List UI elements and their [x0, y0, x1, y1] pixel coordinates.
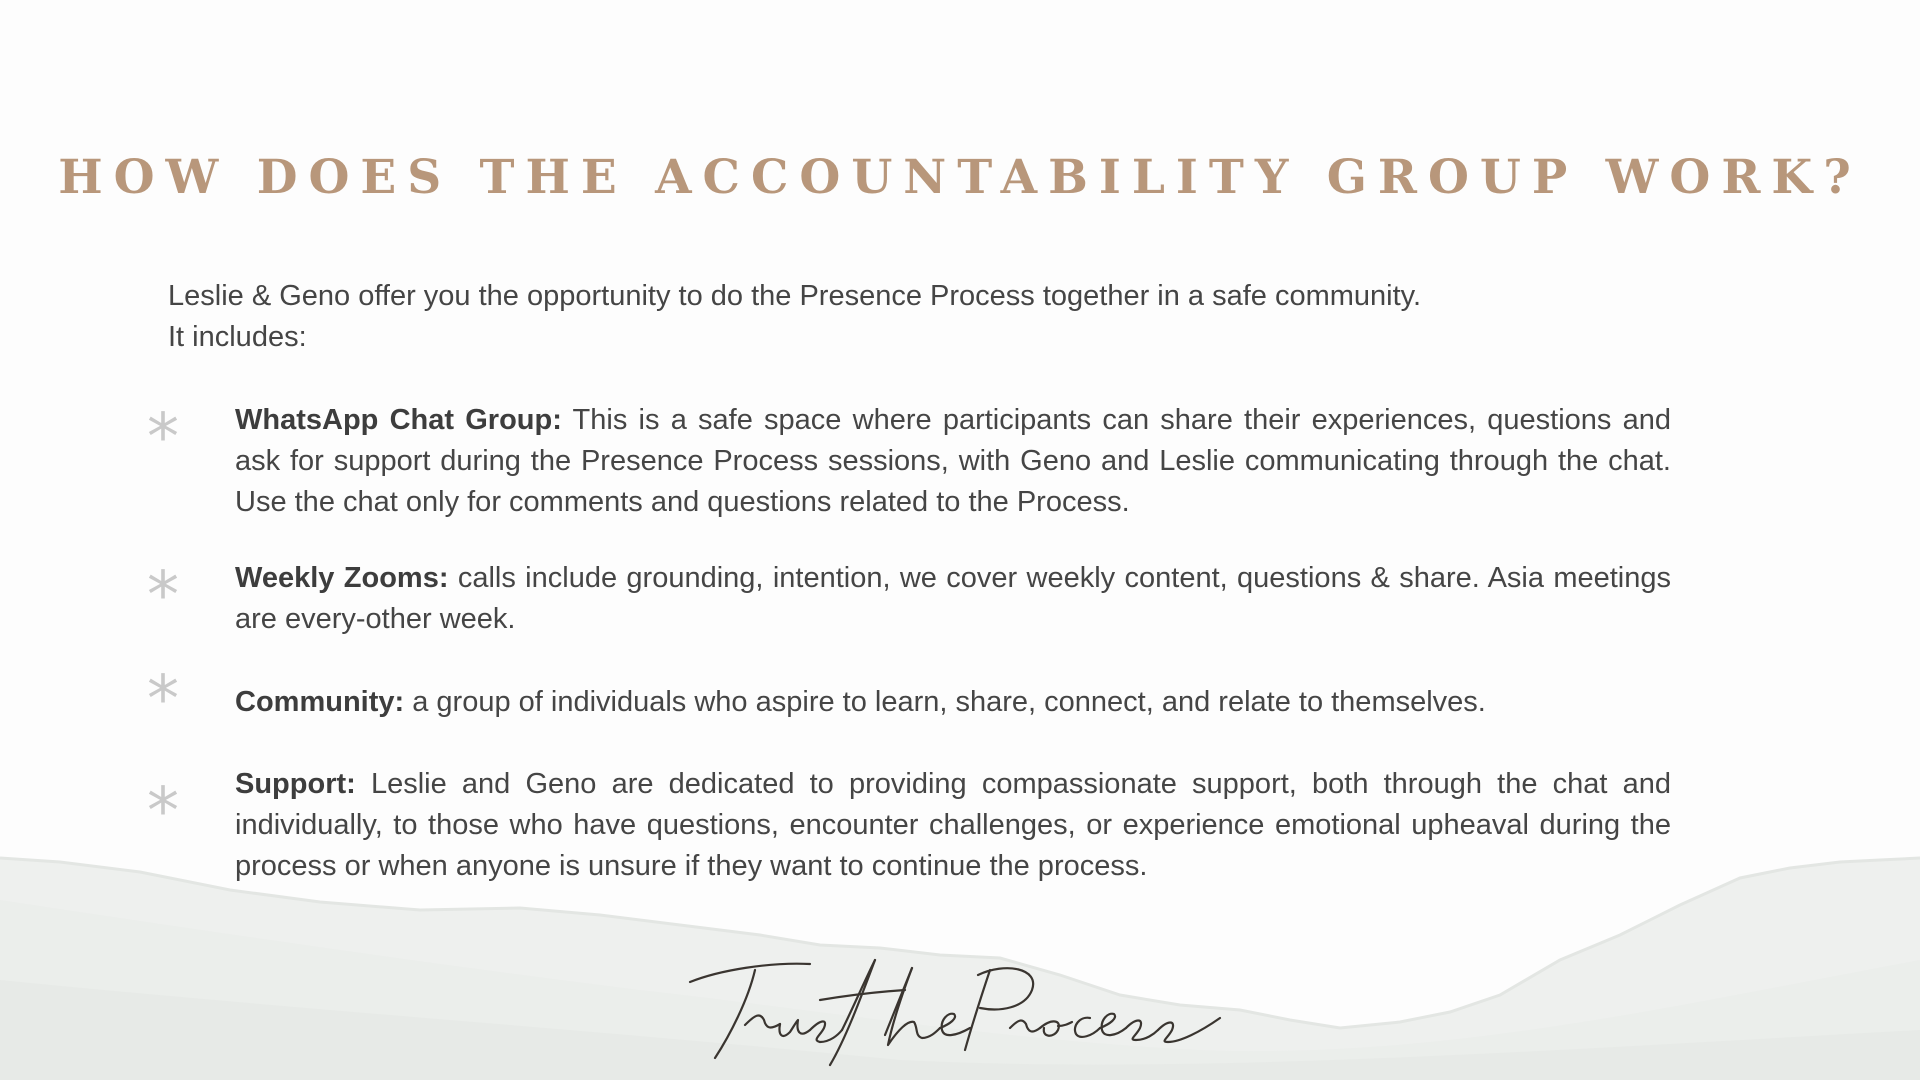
intro-line-2: It includes:: [168, 321, 307, 353]
signature-trust-the-process: [660, 940, 1260, 1070]
list-item-heading: WhatsApp Chat Group:: [235, 404, 562, 436]
list-item-body: calls include grounding, intention, we cover weekly content, questions & share. Asia meetings are every-other week.: [235, 562, 1671, 635]
list-item-heading: Community:: [235, 686, 405, 718]
list-item-text: [235, 400, 1671, 523]
asterisk-icon: *: [147, 663, 179, 737]
asterisk-icon: *: [147, 775, 179, 849]
list-item-body: a group of individuals who aspire to learn, share, connect, and relate to themselves.: [404, 686, 1486, 718]
list-item-text: [235, 682, 1671, 723]
list-item-text: [235, 764, 1671, 887]
list-item-heading: Weekly Zooms:: [235, 562, 449, 594]
list-item-heading: Support:: [235, 768, 356, 800]
asterisk-icon: *: [147, 401, 179, 475]
list-item-body: Leslie and Geno are dedicated to providing compassionate support, both through the chat and individually, to those who have questions, encounter challenges, or experience emotional upheaval during the process or when anyone is unsure if they want to continue the process.: [235, 768, 1671, 882]
intro-line-1: Leslie & Geno offer you the opportunity to do the Presence Process together in a safe community.: [168, 280, 1422, 312]
list-item-text: [235, 558, 1671, 640]
page-title: HOW DOES THE ACCOUNTABILITY GROUP WORK?: [58, 150, 1862, 205]
asterisk-icon: *: [147, 559, 179, 633]
list-item-body: This is a safe space where participants can share their experiences, questions and ask for support during the Presence Process sessions, with Geno and Leslie communicating through the chat. Use the chat only for comments and questions related to the Process.: [235, 404, 1671, 518]
